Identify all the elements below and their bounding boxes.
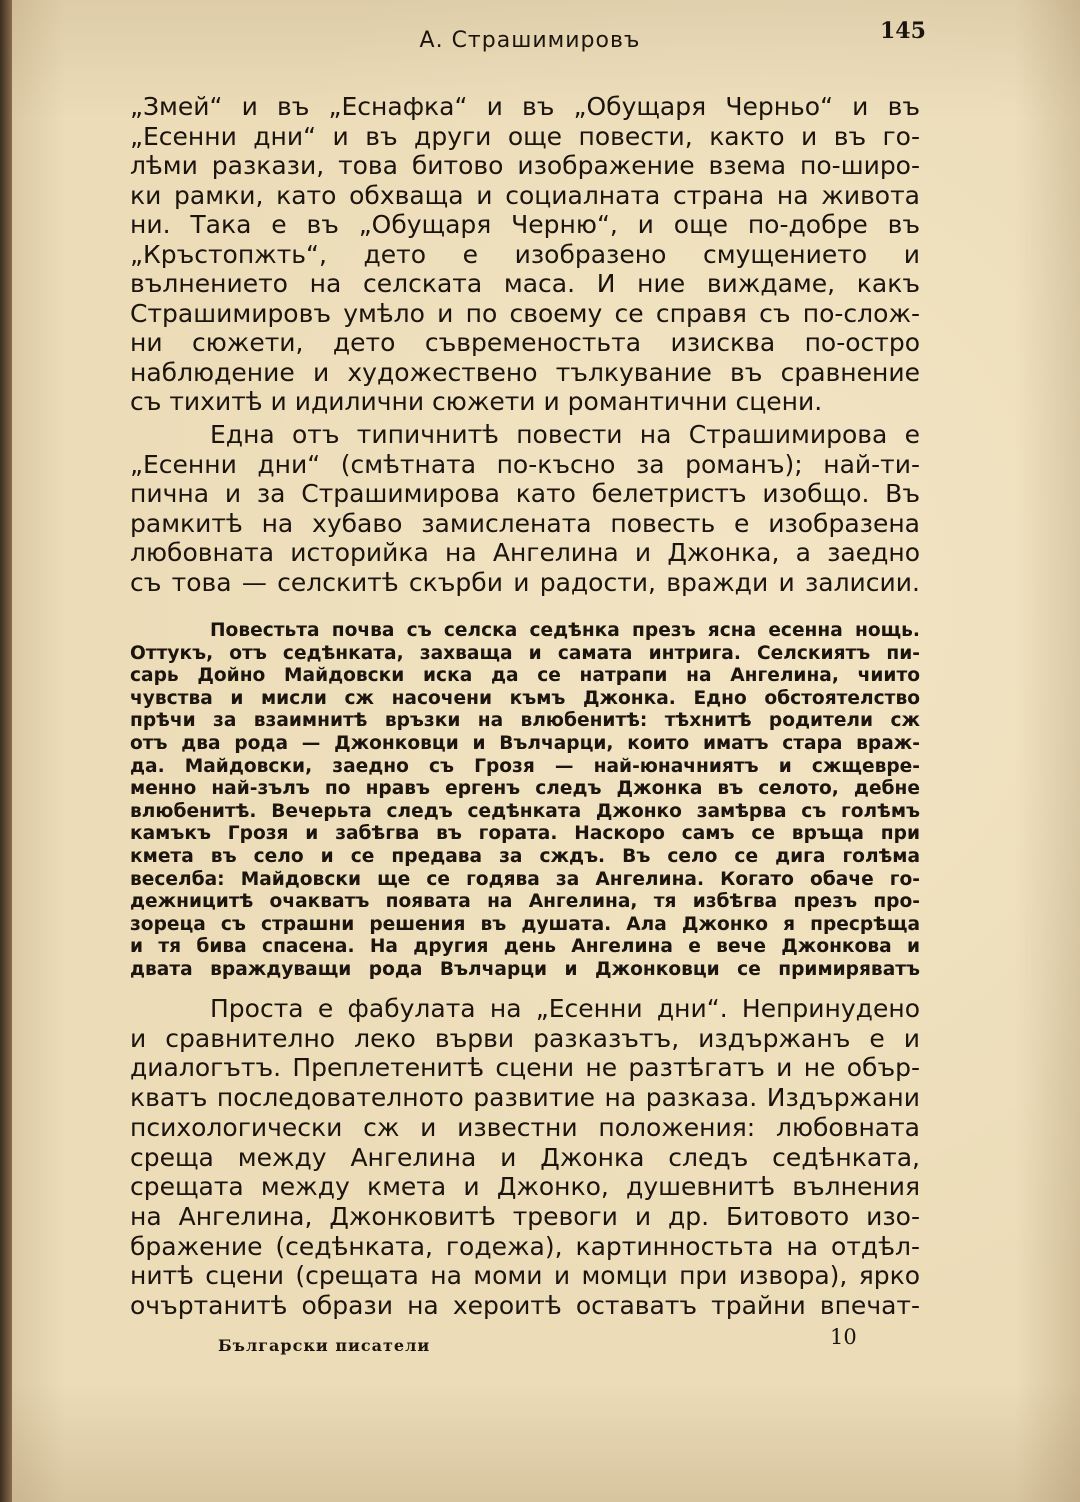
text-line: веселба: Майдовски ще се годява за Ангелина. Когато обаче го- xyxy=(130,868,920,890)
text-line: наблюдение и художествено тълкувание въ сравнение xyxy=(130,357,920,387)
text-line: сарь Дойно Майдовски иска да се натрапи на Ангелина, чиито xyxy=(130,665,920,687)
text-line: Проста е фабулата на „Есенни дни“. Непринудено xyxy=(210,994,920,1023)
page-edge-shadow xyxy=(0,0,12,1502)
text-line: съ това — селскитѣ скърби и радости, вражди и залисии. xyxy=(130,567,920,597)
text-line: кватъ последователното развитие на разказа. Издържани xyxy=(130,1083,920,1113)
text-line: и тя бива спасена. На другия день Ангелина е вече Джонкова и xyxy=(130,936,920,958)
text-line: Повестьта почва съ селска седѣнка презъ ясна есенна нощь. xyxy=(210,620,920,641)
text-line: вълнението на селската маса. И ние виждаме, какъ xyxy=(130,269,920,298)
text-line: прѣчи за взаимнитѣ връзки на влюбенитѣ: тѣхнитѣ родители сж xyxy=(130,710,920,732)
text-line: пична и за Страшимирова като белетристъ изобщо. Въ xyxy=(130,479,920,508)
text-line: Страшимировъ умѣло и по своему се справя съ по-слож- xyxy=(130,298,920,328)
text-line: ки рамки, като обхваща и социалната страна на живота xyxy=(130,180,920,210)
printer-signature: Български писатели xyxy=(218,1336,431,1355)
text-line: ни. Така е въ „Обущаря Черню“, и още по-добре въ xyxy=(130,210,920,239)
text-line: „Есенни дни“ и въ други още повести, както и въ го- xyxy=(130,121,920,151)
text-line: и сравнително леко върви разказътъ, издържанъ е и xyxy=(130,1023,920,1053)
text-line: Една отъ типичнитѣ повести на Страшимирова е xyxy=(210,420,920,449)
text-line: лѣми разкази, това битово изображение взема по-широ- xyxy=(130,151,920,180)
text-line: камъкъ Грозя и забѣгва въ гората. Наскоро самъ се връща при xyxy=(130,823,920,845)
text-line: зореца съ страшни решения въ душата. Ала Джонко я пресрѣща xyxy=(130,913,920,935)
text-line: чувства и мисли сж насочени къмъ Джонка. Едно обстоятелство xyxy=(130,687,920,709)
text-line: срещата между кмета и Джонко, душевнитѣ вълнения xyxy=(130,1172,920,1202)
text-line: любовната историйка на Ангелина и Джонка, а заедно xyxy=(130,538,920,567)
text-line: двата враждуващи рода Вълчарци и Джонковци се примиряватъ xyxy=(130,958,920,980)
text-line: съ тихитѣ и идилични сюжети и романтични сцени. xyxy=(130,387,823,416)
text-line: среща между Ангелина и Джонка следъ седѣнката, xyxy=(130,1142,920,1172)
text-line: „Есенни дни“ (смѣтната по-късно за романъ); най-ти- xyxy=(130,449,920,479)
text-line: бражение (седѣнката, годежа), картинностьта на отдѣл- xyxy=(130,1231,920,1261)
text-line: „Кръстопжть“, дето е изобразено смущението и xyxy=(130,239,920,269)
paragraph-2 xyxy=(130,420,920,597)
text-line: да. Майдовски, заедно съ Грозя — най-юначниятъ и сжщевре- xyxy=(130,755,920,777)
text-line: рамкитѣ на хубаво замислената повесть е изобразена xyxy=(130,508,920,538)
running-head: А. Страшимировъ xyxy=(419,28,641,53)
plot-summary xyxy=(130,620,920,982)
text-line: отъ два рода — Джонковци и Вълчарци, които иматъ стара враж- xyxy=(130,732,920,754)
text-line: менно най-зълъ по нравъ ергенъ следъ Джонка въ селото, дебне xyxy=(130,778,920,800)
text-line: влюбенитѣ. Вечерьта следъ седѣнката Джонко замѣрва съ голѣмъ xyxy=(130,800,920,822)
paragraph-3 xyxy=(130,994,920,1321)
text-line: ни сюжети, дето съвременостьта изисква по-остро xyxy=(130,328,920,357)
sheet-number: 10 xyxy=(830,1325,857,1349)
text-line: очъртанитѣ образи на хероитѣ оставатъ трайни впечат- xyxy=(130,1291,920,1321)
page-number: 145 xyxy=(880,18,926,44)
paragraph-1 xyxy=(130,92,920,417)
text-line: дежницитѣ очакватъ появата на Ангелина, тя избѣгва презъ про- xyxy=(130,891,920,913)
text-line: психологически сж и известни положения: любовната xyxy=(130,1112,920,1142)
text-line: на Ангелина, Джонковитѣ тревоги и др. Битовото изо- xyxy=(130,1201,920,1231)
text-line: диалогътъ. Преплетенитѣ сцени не разтѣгатъ и не обър- xyxy=(130,1053,920,1083)
text-line: „Змей“ и въ „Еснафка“ и въ „Обущаря Черньо“ и въ xyxy=(130,92,920,121)
text-line: Оттукъ, отъ седѣнката, захваща и самата интрига. Селскиятъ пи- xyxy=(130,642,920,664)
text-line: кмета въ село и се предава за сждъ. Въ село се дига голѣма xyxy=(130,845,920,867)
text-line: нитѣ сцени (срещата на моми и момци при извора), ярко xyxy=(130,1261,920,1291)
